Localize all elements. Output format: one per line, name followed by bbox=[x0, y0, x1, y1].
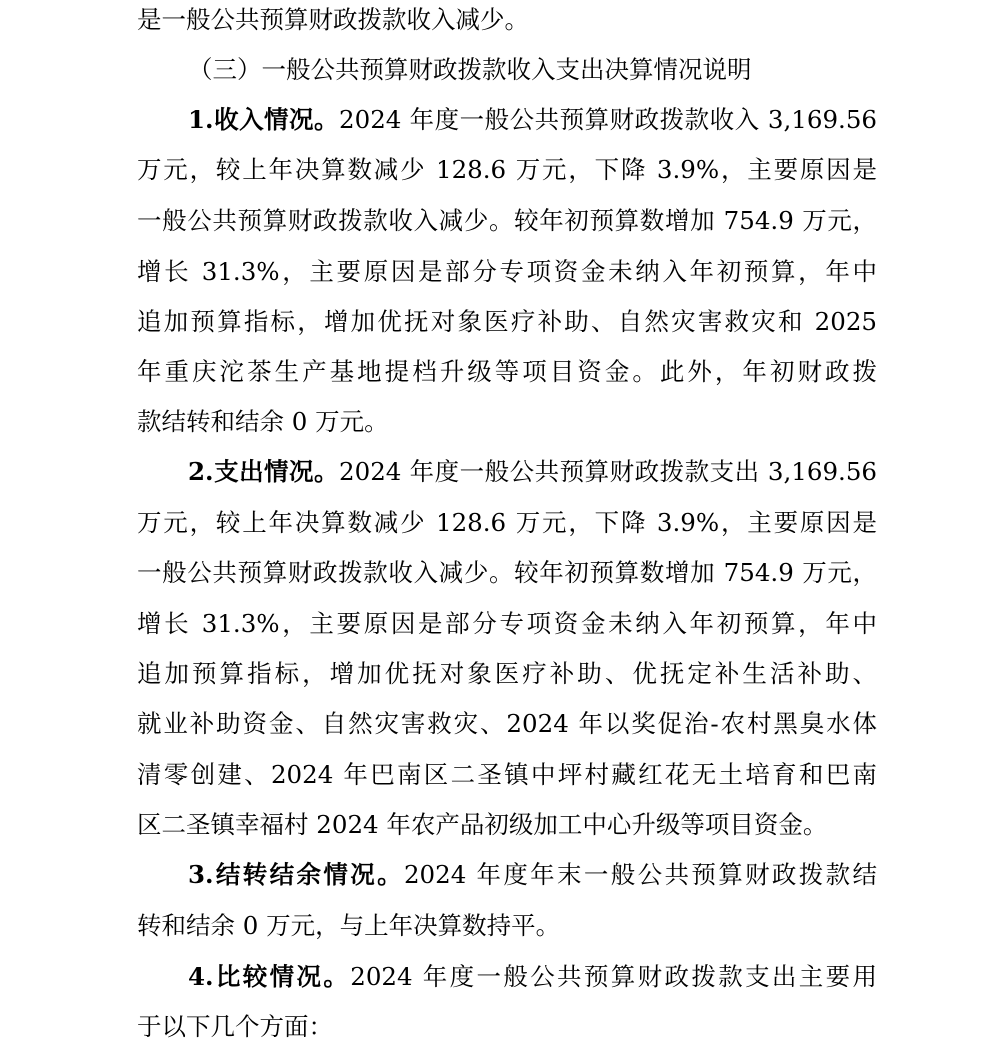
paragraph-carryover-lead: 3.结转结余情况。 bbox=[188, 860, 404, 889]
paragraph-expenditure-text: 追加预算指标，增加优抚对象医疗补助、优抚定补生活补助、 bbox=[137, 659, 877, 688]
paragraph-income-line-6 bbox=[137, 346, 877, 397]
paragraph-comparison-lead: 4.比较情况。 bbox=[188, 962, 351, 991]
paragraph-income-text: 年重庆沱茶生产基地提档升级等项目资金。此外，年初财政拨 bbox=[137, 357, 877, 386]
paragraph-income-text: 2024 年度一般公共预算财政拨款收入 3,169.56 bbox=[339, 105, 877, 134]
paragraph-expenditure-text: 就业补助资金、自然灾害救灾、2024 年以奖促治-农村黑臭水体 bbox=[137, 709, 877, 738]
paragraph-comparison-line-2 bbox=[137, 1001, 877, 1052]
paragraph-comparison-line-1 bbox=[188, 951, 877, 1002]
paragraph-income-text: 追加预算指标，增加优抚对象医疗补助、自然灾害救灾和 2025 bbox=[137, 307, 877, 336]
section-heading-text: （三）一般公共预算财政拨款收入支出决算情况说明 bbox=[188, 55, 752, 84]
paragraph-carryover-line-1 bbox=[188, 849, 877, 900]
paragraph-income-line-5 bbox=[137, 296, 877, 347]
paragraph-expenditure-line-4 bbox=[137, 598, 877, 649]
paragraph-carryover-line-2 bbox=[137, 900, 877, 951]
paragraph-income-text: 增长 31.3%，主要原因是部分专项资金未纳入年初预算，年中 bbox=[137, 257, 877, 286]
paragraph-expenditure-line-7 bbox=[137, 749, 877, 800]
paragraph-expenditure-text: 区二圣镇幸福村 2024 年农产品初级加工中心升级等项目资金。 bbox=[137, 810, 828, 839]
paragraph-income-line-2 bbox=[137, 144, 877, 195]
paragraph-income-line-3 bbox=[137, 195, 877, 246]
paragraph-income-text: 一般公共预算财政拨款收入减少。较年初预算数增加 754.9 万元， bbox=[137, 206, 877, 235]
paragraph-expenditure-text: 万元，较上年决算数减少 128.6 万元，下降 3.9%，主要原因是 bbox=[137, 508, 877, 537]
paragraph-expenditure-line-1 bbox=[188, 446, 877, 497]
paragraph-expenditure-text: 2024 年度一般公共预算财政拨款支出 3,169.56 bbox=[339, 457, 877, 486]
paragraph-income-line-7 bbox=[137, 396, 877, 447]
paragraph-income-text: 款结转和结余 0 万元。 bbox=[137, 407, 389, 436]
paragraph-income-text: 万元，较上年决算数减少 128.6 万元，下降 3.9%，主要原因是 bbox=[137, 155, 877, 184]
paragraph-expenditure-text: 一般公共预算财政拨款收入减少。较年初预算数增加 754.9 万元， bbox=[137, 558, 877, 587]
paragraph-expenditure-text: 清零创建、2024 年巴南区二圣镇中坪村藏红花无土培育和巴南 bbox=[137, 760, 877, 789]
paragraph-expenditure-text: 增长 31.3%，主要原因是部分专项资金未纳入年初预算，年中 bbox=[137, 609, 877, 638]
paragraph-carryover-text: 2024 年度年末一般公共预算财政拨款结 bbox=[403, 860, 878, 889]
paragraph-comparison-text: 于以下几个方面： bbox=[137, 1012, 333, 1041]
paragraph-income-line-4 bbox=[137, 246, 877, 297]
paragraph-expenditure-line-3 bbox=[137, 547, 877, 598]
paragraph-expenditure-line-6 bbox=[137, 698, 877, 749]
paragraph-expenditure-line-5 bbox=[137, 648, 877, 699]
intro-tail-line bbox=[137, 0, 877, 45]
paragraph-income-line-1 bbox=[188, 94, 877, 145]
paragraph-expenditure-line-2 bbox=[137, 497, 877, 548]
paragraph-expenditure-lead: 2.支出情况。 bbox=[188, 457, 340, 486]
paragraph-comparison-text: 2024 年度一般公共预算财政拨款支出主要用 bbox=[350, 962, 878, 991]
paragraph-carryover-text: 转和结余 0 万元，与上年决算数持平。 bbox=[137, 911, 561, 940]
intro-tail-text: 是一般公共预算财政拨款收入减少。 bbox=[137, 5, 529, 34]
paragraph-expenditure-line-8 bbox=[137, 799, 877, 850]
paragraph-income-lead: 1.收入情况。 bbox=[188, 105, 340, 134]
section-heading bbox=[188, 44, 877, 95]
